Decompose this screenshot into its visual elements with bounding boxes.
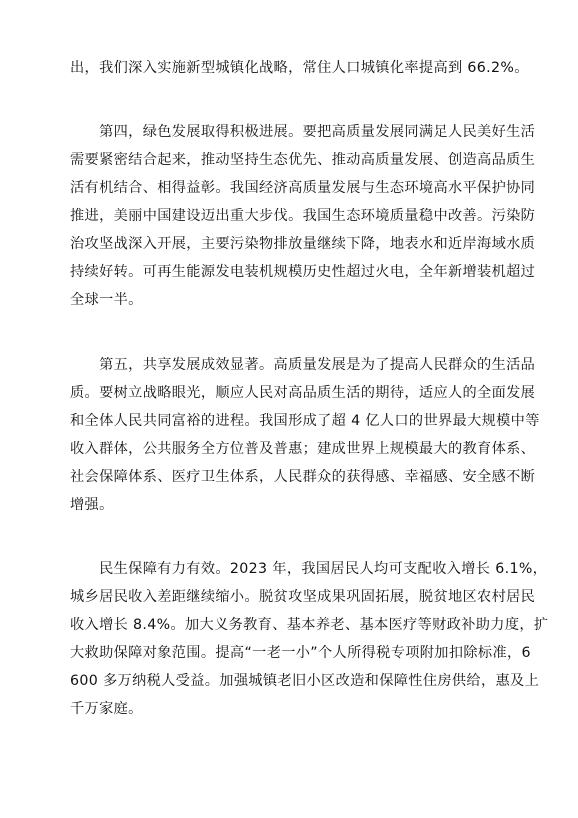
paragraph-2-line-7: 全球一半。: [70, 292, 143, 308]
paragraph-2-line-3: 活有机结合、相得益彰。我国经济高质量发展与生态环境高水平保护协同: [70, 180, 536, 196]
paragraph-2-line-2: 需要紧密结合起来，推动坚持生态优先、推动高质量发展、创造高品质生: [70, 152, 536, 168]
paragraph-4-line-1: 民生保障有力有效。2023 年，我国居民人均可支配收入增长 6.1%，: [70, 561, 548, 577]
paragraph-3-line-6: 增强。: [70, 497, 114, 513]
paragraph-4-line-5: 600 多万纳税人受益。加强城镇老旧小区改造和保障性住房供给，惠及上: [70, 673, 540, 689]
paragraph-1-line-1: 出，我们深入实施新型城镇化战略，常住人口城镇化率提高到 66.2%。: [70, 60, 529, 76]
paragraph-4-line-4: 大救助保障对象范围。提高“一老一小”个人所得税专项附加扣除标准，6: [70, 645, 531, 661]
paragraph-4-line-6: 千万家庭。: [70, 701, 143, 717]
paragraph-3-line-4: 收入群体，公共服务全方位普及普惠；建成世界上规模最大的教育体系、: [70, 441, 536, 457]
paragraph-3-line-2: 质。要树立战略眼光，顺应人民对高品质生活的期待，适应人的全面发展: [70, 385, 536, 401]
paragraph-3-line-1: 第五，共享发展成效显著。高质量发展是为了提高人民群众的生活品: [70, 357, 536, 373]
paragraph-4-line-2: 城乡居民收入差距继续缩小。脱贫攻坚成果巩固拓展，脱贫地区农村居民: [70, 589, 536, 605]
paragraph-3-line-3: 和全体人民共同富裕的进程。我国形成了超 4 亿人口的世界最大规模中等: [70, 413, 540, 429]
paragraph-4-line-3: 收入增长 8.4%。加大义务教育、基本养老、基本医疗等财政补助力度，扩: [70, 617, 549, 633]
paragraph-2-line-6: 持续好转。可再生能源发电装机规模历史性超过火电，全年新增装机超过: [70, 264, 536, 280]
paragraph-2-line-5: 治攻坚战深入开展，主要污染物排放量继续下降，地表水和近岸海域水质: [70, 236, 536, 252]
paragraph-3-line-5: 社会保障体系、医疗卫生体系，人民群众的获得感、幸福感、安全感不断: [70, 469, 536, 485]
paragraph-2-line-1: 第四，绿色发展取得积极进展。要把高质量发展同满足人民美好生活: [70, 124, 536, 140]
paragraph-2-line-4: 推进，美丽中国建设迈出重大步伐。我国生态环境质量稳中改善。污染防: [70, 208, 536, 224]
